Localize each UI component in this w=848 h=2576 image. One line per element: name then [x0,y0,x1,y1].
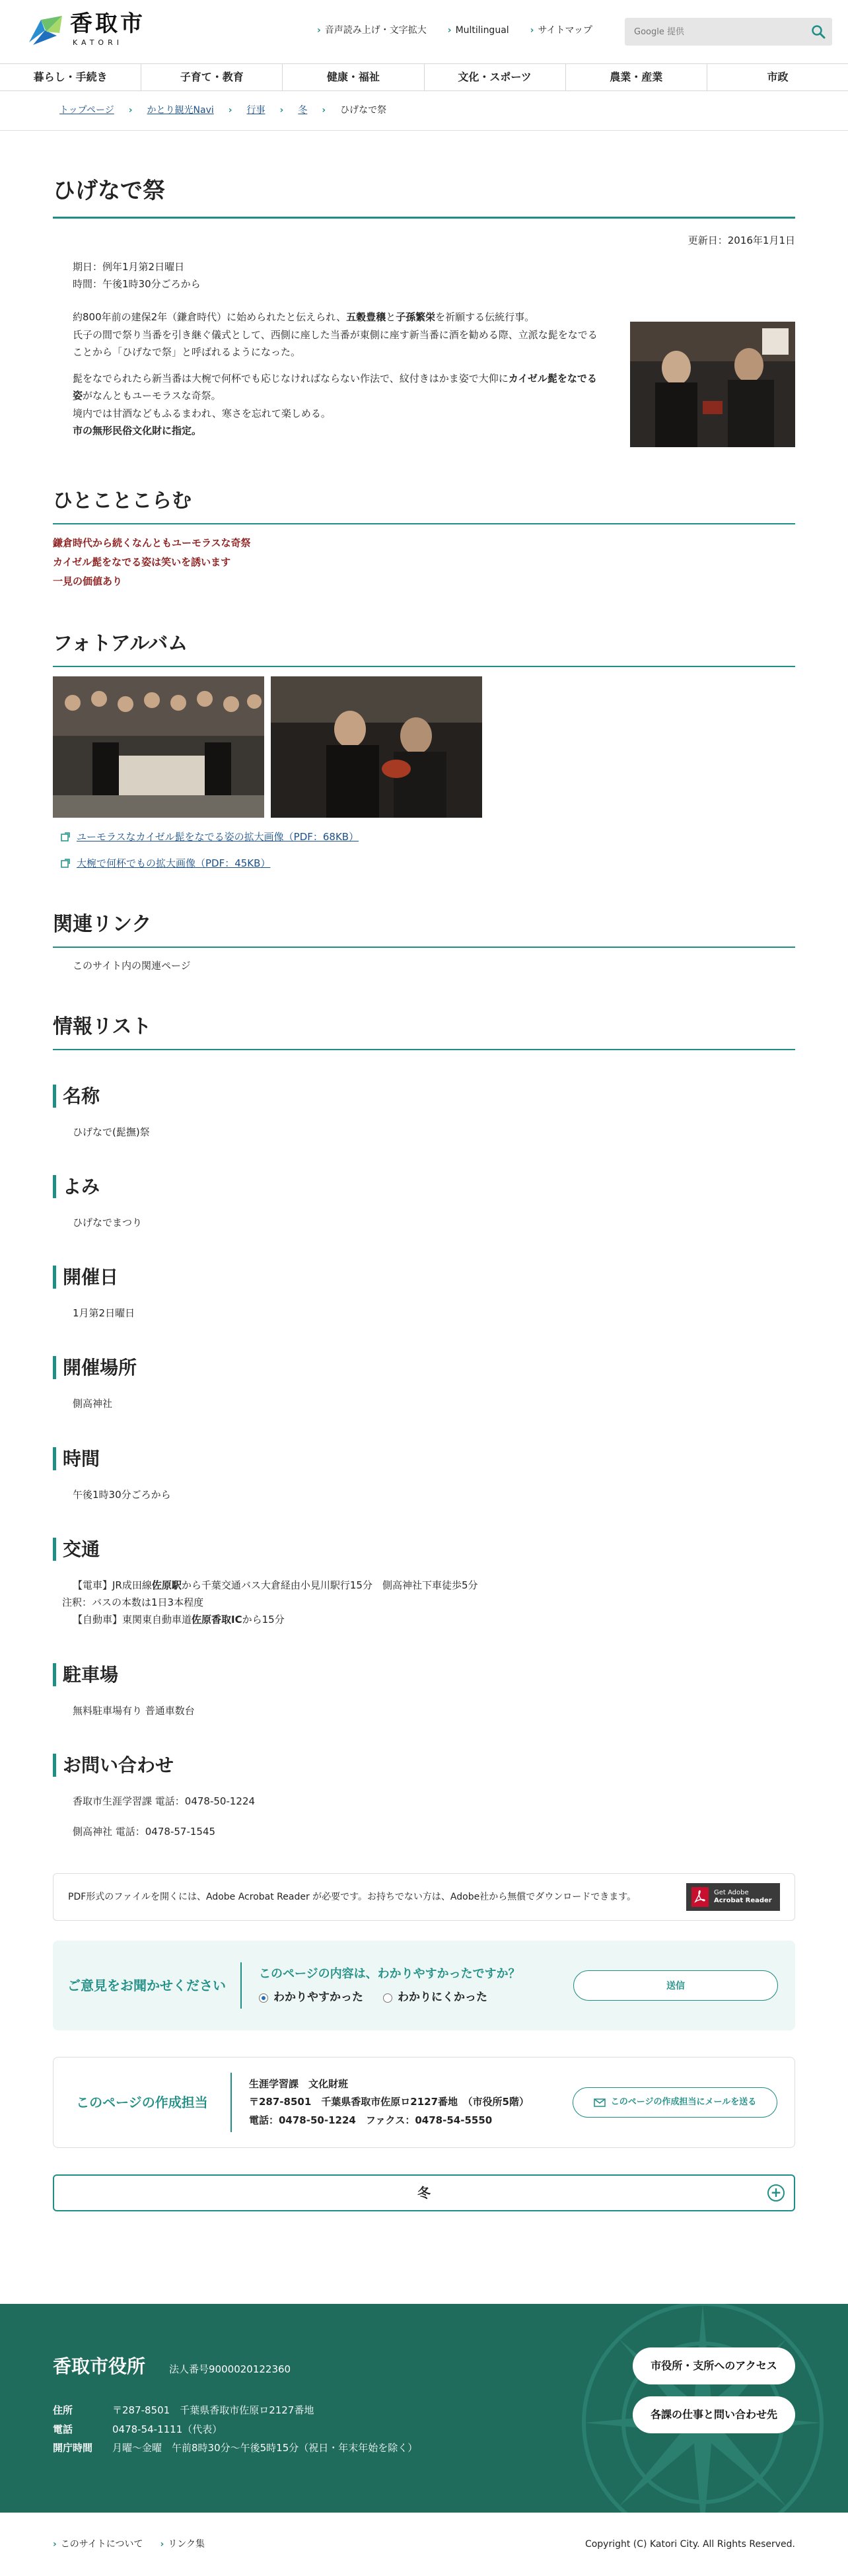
contact-line: 香取市生涯学習課 電話：0478-50-1224 [73,1795,256,1807]
chevron-right-icon: › [317,25,321,36]
link-about-site[interactable]: › このサイトについて [53,2536,143,2553]
plus-icon[interactable]: + [767,2184,785,2201]
author-details [232,2075,529,2130]
feedback-options [259,1988,572,2008]
breadcrumb-events[interactable]: 行事 [246,105,265,116]
intro-paragraph: 約800年前の建保2年（鎌倉時代）に始められたと伝えられ、五穀豊穣と子孫繁栄を祈願する伝統行事。 氏子の間で祭り当番を引き継ぐ儀式として、西側に座した当番が東側に座す新当番に酒を勧める際、立派な髭をなでることから「ひげなで祭」と呼ばれるようになった。 [73,311,598,358]
footer-corp-number: 法人番号9000020122360 [169,2363,291,2376]
pdf-link-row [61,828,795,845]
chevron-right-icon: › [447,25,452,36]
footer-tel: 電話 0478-54-1111（代表） [53,2423,223,2435]
related-text: このサイト内の関連ページ [73,959,191,972]
category-label: 冬 [417,2184,431,2201]
info-access [53,1577,795,1629]
global-nav [0,63,848,91]
access-train: 【電車】JR成田線佐原駅から千葉交通バス大倉経由小見川駅行15分 側高神社下車徒歩5分 [73,1579,478,1591]
album-photo-bowl[interactable] [271,676,482,818]
feedback-question: このページの内容は、わかりやすかったですか？ [259,1966,520,1981]
info-parking: 無料駐車場有り 普通車数台 [73,1704,195,1717]
bottom-links [53,2536,205,2553]
pdf-note-text: PDF形式のファイルを開くには、Adobe Acrobat Reader が必要です。お持ちでない方は、Adobe社から無償でダウンロードできます。 [68,1892,637,1902]
feedback-question-block [242,1964,572,2008]
photo-album [53,676,795,818]
logo-sub: KATORI [73,38,123,48]
breadcrumb-top[interactable]: トップページ [59,105,114,116]
author-mail-button[interactable]: このページの作成担当にメールを送る [573,2087,777,2118]
hitokoto-column [53,534,795,592]
footer-city-hall: 香取市役所 [53,2355,146,2378]
column-line: 鎌倉時代から続くなんともユーモラスな奇祭 [53,536,251,549]
section-title-info: 情報リスト [53,1010,795,1050]
feedback-label: ご意見をお聞かせください [53,1962,242,2009]
nav-item-culture[interactable]: 文化・スポーツ [425,64,566,90]
footer-title [53,2350,417,2382]
event-date: 期日：例年1月第2日曜日 [73,260,185,273]
site-header [0,0,848,63]
column-line: 一見の価値あり [53,575,123,587]
page-title: ひげなで祭 [53,172,795,219]
crane-logo-icon [26,13,65,48]
chevron-right-icon: › [322,105,326,116]
access-car: 【自動車】東関東自動車道佐原香取ICから15分 [73,1614,285,1626]
search-icon [811,24,826,39]
feedback-option-yes[interactable]: わかりやすかった [259,1988,363,2008]
breadcrumb [0,91,848,131]
feedback-option-no[interactable]: わかりにくかった [383,1988,487,2008]
info-heading-yomi: よみ [53,1175,795,1198]
author-label: このページの作成担当 [53,2073,232,2132]
feedback-submit-button[interactable]: 送信 [573,1970,778,2001]
util-link-sitemap[interactable]: › サイトマップ [530,22,592,39]
section-title-related: 関連リンク [53,908,795,948]
info-name: ひげなで(髭撫)祭 [73,1126,150,1138]
author-box [53,2057,795,2148]
utility-links [317,22,592,39]
footer-address: 住所 〒287-8501 千葉県香取市佐原ロ2127番地 [53,2404,314,2417]
updated-date: 更新日：2016年1月1日 [688,234,795,246]
site-logo[interactable] [26,12,145,50]
link-links[interactable]: › リンク集 [160,2536,205,2553]
info-place: 側高神社 [73,1398,113,1410]
footer-hours: 開庁時間 月曜～金曜 午前8時30分～午後5時15分（祝日・年末年始を除く） [53,2442,418,2454]
logo-name: 香取市 [70,11,145,37]
chevron-right-icon: › [530,25,534,36]
radio-icon[interactable] [383,1993,392,2003]
chevron-right-icon: › [279,105,284,116]
info-heading-access: 交通 [53,1538,795,1561]
column-line: カイゼル髭をなでる姿は笑いを誘います [53,555,231,568]
external-link-icon [61,832,70,841]
info-heading-date: 開催日 [53,1266,795,1289]
pdf-link-bowl[interactable]: 大椀で何杯でもの拡大画像（PDF：45KB） [77,857,271,869]
footer-info [53,2350,417,2458]
chevron-right-icon: › [128,105,133,116]
access-button[interactable]: 市役所・支所へのアクセス [633,2347,795,2384]
info-heading-time: 時間 [53,1447,795,1470]
chevron-right-icon: › [53,2539,57,2550]
nav-item-industry[interactable]: 農業・産業 [566,64,707,90]
mail-icon [594,2098,606,2107]
section-title-hitokoto: ひとことこらむ [53,484,795,524]
event-meta [53,258,795,293]
info-heading-parking: 駐車場 [53,1663,795,1686]
util-link-multilingual[interactable]: › Multilingual [448,22,509,39]
section-title-album: フォトアルバム [53,627,795,667]
info-contact [53,1793,795,1841]
event-time: 時間：午後1時30分ごろから [73,278,201,290]
info-yomi: ひげなでまつり [73,1216,143,1229]
info-heading-contact: お問い合わせ [53,1754,795,1777]
intro-text [53,308,601,448]
breadcrumb-winter[interactable]: 冬 [298,105,308,116]
author-address: 〒287-8501 千葉県香取市佐原ロ2127番地 （市役所5階） [249,2096,529,2108]
bottom-bar [0,2513,848,2576]
pdf-links [53,828,795,873]
copyright: Copyright (C) Katori City. All Rights Reserved. [584,2539,795,2550]
breadcrumb-navi[interactable]: かとり観光Navi [147,105,214,116]
info-date: 1月第2日曜日 [73,1307,135,1319]
breadcrumb-current: ひげなで祭 [340,105,387,116]
author-tel: 電話：0478-50-1224 ファクス：0478-54-5550 [249,2114,493,2127]
radio-selected-icon[interactable] [259,1993,268,2003]
pdf-reader-note [53,1873,795,1921]
util-link-voice[interactable]: › 音声読み上げ・文字拡大 [317,22,427,39]
feedback-form [53,1941,795,2030]
acrobat-download-badge[interactable]: Get Adobe Acrobat Reader [686,1883,780,1911]
footer-buttons [633,2347,795,2433]
nav-item-health[interactable]: 健康・福祉 [283,64,424,90]
pdf-link-kaizer[interactable]: ユーモラスなカイゼル髭をなでる姿の拡大画像（PDF：68KB） [77,830,359,843]
info-heading-name: 名称 [53,1085,795,1108]
footer-rows [53,2401,417,2458]
search-button[interactable] [804,18,832,46]
search-input[interactable] [625,18,804,46]
access-note: 注釈：バスの本数は1日3本程度 [62,1596,204,1608]
category-accordion[interactable] [53,2174,795,2211]
adobe-pdf-icon [691,1887,709,1907]
contact-line: 側高神社 電話：0478-57-1545 [73,1826,216,1838]
nav-item-city[interactable]: 市政 [767,71,789,83]
album-photo-crowd[interactable] [53,676,264,818]
intro [53,308,795,448]
nav-item-childcare[interactable]: 子育て・教育 [141,64,283,90]
nav-item-living[interactable]: 暮らし・手続き [0,64,141,90]
main-content [53,172,795,2211]
festival-photo [630,322,795,447]
chevron-right-icon: › [228,105,232,116]
external-link-icon [61,859,70,868]
author-dept: 生涯学習課 文化財班 [249,2077,349,2090]
search-box [625,18,832,46]
info-time: 午後1時30分ごろから [73,1488,171,1501]
department-contact-button[interactable]: 各課の仕事と問い合わせ先 [633,2396,795,2433]
intro-paragraph: 髭をなでられたら新当番は大椀で何杯でも応じなければならない作法で、紋付きはかま姿で大仰にカイゼル髭をなでる姿がなんともユーモラスな奇祭。 境内では甘酒などもふるまわれ、寒さを忘れて楽しめる。 市の無形民俗文化財に指定。 [73,373,597,437]
chevron-right-icon: › [160,2539,164,2550]
pdf-link-row [61,855,795,872]
site-footer [0,2304,848,2513]
info-heading-place: 開催場所 [53,1356,795,1379]
